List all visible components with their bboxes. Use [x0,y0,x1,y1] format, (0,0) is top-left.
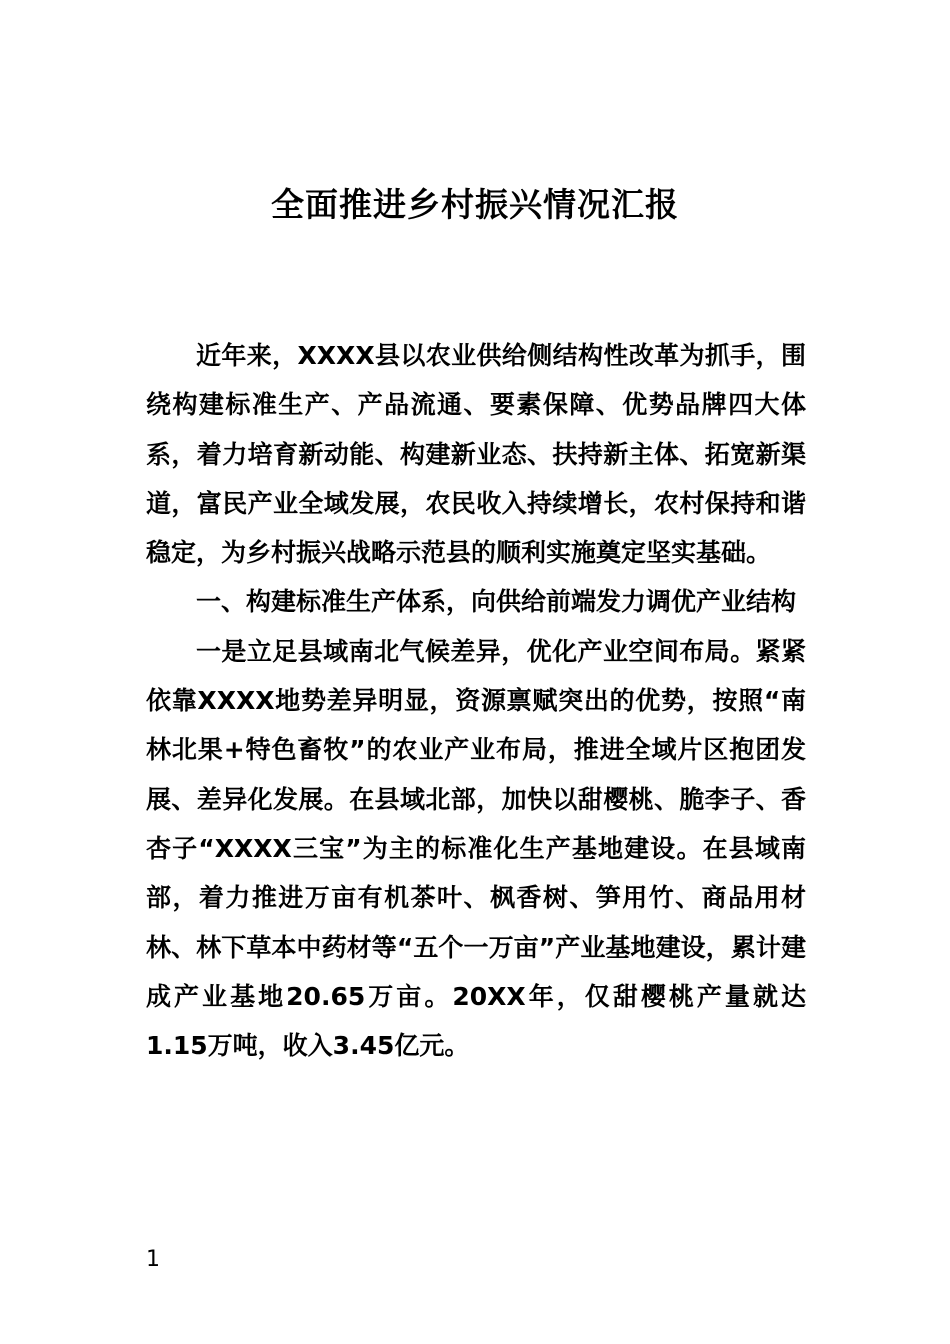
body-paragraph: 一是立足县域南北气候差异，优化产业空间布局。紧紧依靠XXXX地势差异明显，资源禀赋突出的优势，按照“南林北果+特色畜牧”的农业产业布局，推进全域片区抱团发展、差异化发展。在县域北部，加快以甜樱桃、脆李子、香杏子“XXXX三宝”为主的标准化生产基地建设。在县域南部，着力推进万亩有机茶叶、枫香树、笋用竹、商品用材林、林下草本中药材等“五个一万亩”产业基地建设，累计建成产业基地20.65万亩。20XX年，仅甜樱桃产量就达1.15万吨，收入3.45亿元。 [146,636,806,1061]
intro-paragraph: 近年来，XXXX县以农业供给侧结构性改革为抓手，围绕构建标准生产、产品流通、要素保障、优势品牌四大体系，着力培育新动能、构建新业态、扶持新主体、拓宽新渠道，富民产业全域发展，农民收入持续增长，农村保持和谐稳定，为乡村振兴战略示范县的顺利实施奠定坚实基础。 [146,341,806,568]
page-title: 全面推进乡村振兴情况汇报 [271,185,679,224]
section-heading: 一、构建标准生产体系，向供给前端发力调优产业结构 [196,587,797,617]
page-number: 1 [146,1247,160,1272]
document-body [146,331,806,1070]
